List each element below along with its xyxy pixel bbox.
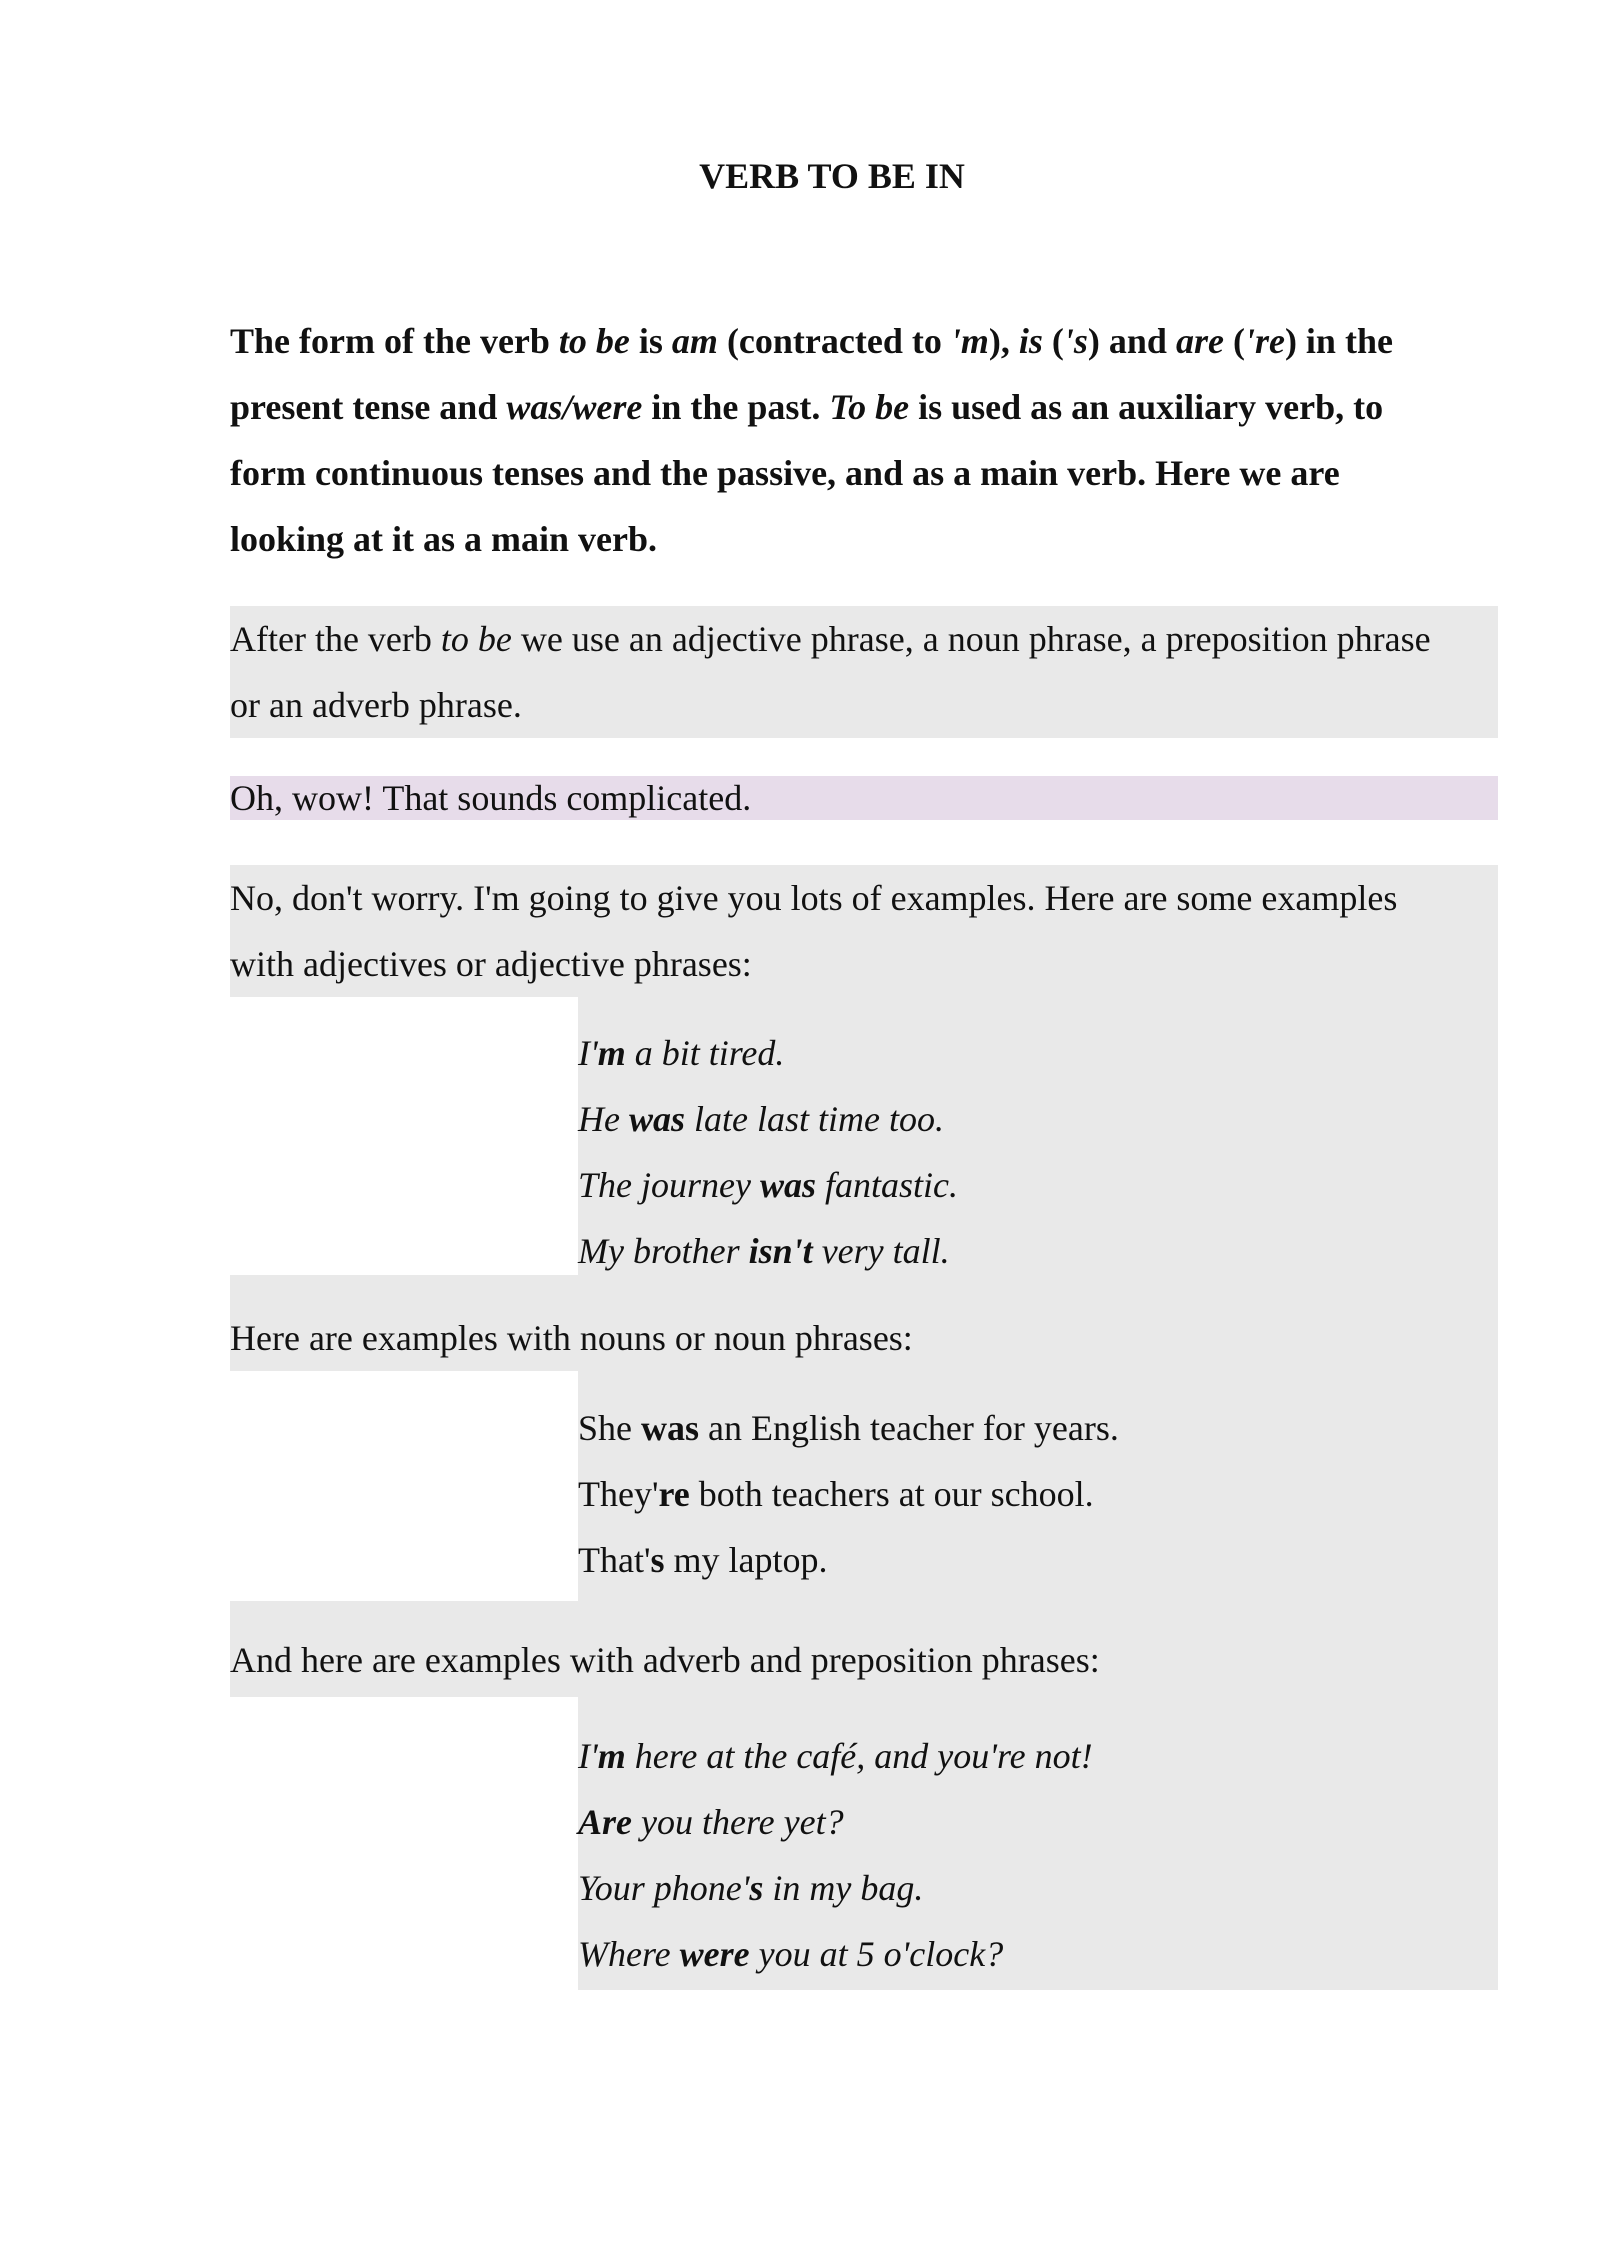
example-line: Are you there yet? [578,1802,844,1842]
after-verb-line-2: or an adverb phrase. [230,685,522,725]
intro-paragraph [230,308,1498,572]
dont-worry-line-1: No, don't worry. I'm going to give you lots of examples. Here are some examples [230,878,1398,918]
intro-line-1: The form of the verb to be is am (contracted to 'm), is ('s) and are ('re) in the [230,321,1393,361]
example-line: He was late last time too. [578,1099,944,1139]
wow-paragraph [230,776,1498,820]
intro-line-3: form continuous tenses and the passive, and as a main verb. Here we are [230,453,1340,493]
example-line: They're both teachers at our school. [578,1474,1094,1514]
nouns-text: Here are examples with nouns or noun phrases: [230,1318,913,1358]
wow-text: Oh, wow! That sounds complicated. [230,778,752,818]
noun-examples [578,1371,1498,1601]
page-title: VERB TO BE IN [699,156,965,196]
after-verb-line-1: After the verb to be we use an adjective phrase, a noun phrase, a preposition phrase [230,619,1431,659]
example-line: I'm a bit tired. [578,1033,785,1073]
dont-worry-paragraph [230,865,1498,997]
after-verb-paragraph [230,606,1498,738]
example-line: I'm here at the café, and you're not! [578,1736,1093,1776]
example-line: The journey was fantastic. [578,1165,958,1205]
intro-line-2: present tense and was/were in the past. To be is used as an auxiliary verb, to [230,387,1384,427]
example-line: Where were you at 5 o'clock? [578,1934,1004,1974]
adjective-examples [578,997,1498,1275]
example-line: Your phone's in my bag. [578,1868,924,1908]
dont-worry-line-2: with adjectives or adjective phrases: [230,944,752,984]
nouns-paragraph [230,1275,1498,1371]
example-line: My brother isn't very tall. [578,1231,950,1271]
intro-line-4: looking at it as a main verb. [230,519,658,559]
adverb-paragraph [230,1601,1498,1697]
example-line: She was an English teacher for years. [578,1408,1119,1448]
adverb-text: And here are examples with adverb and preposition phrases: [230,1640,1100,1680]
example-line: That's my laptop. [578,1540,828,1580]
adverb-examples [578,1697,1498,1990]
